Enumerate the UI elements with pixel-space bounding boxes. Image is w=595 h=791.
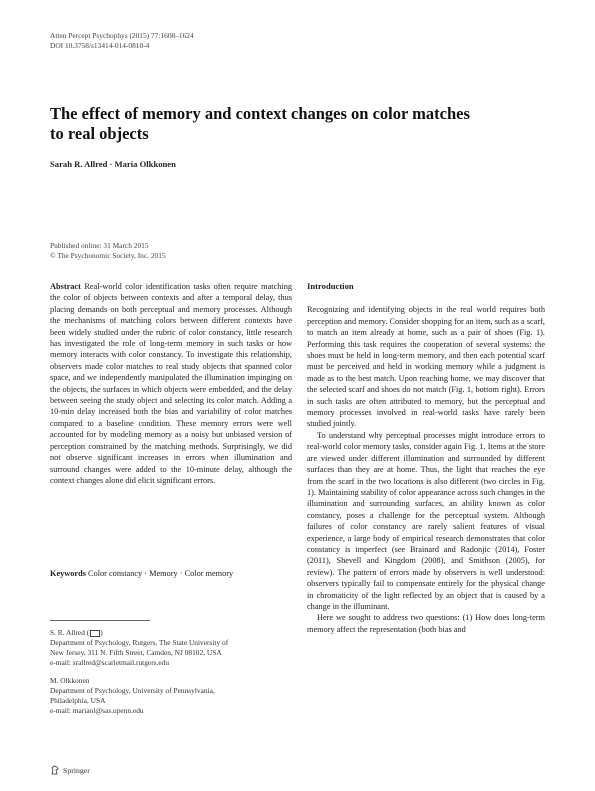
publisher-footer [50, 765, 90, 775]
divider [50, 620, 150, 621]
journal-citation: Atten Percept Psychophys (2015) 77:1608–1624 [50, 31, 194, 40]
paragraph: Recognizing and identifying objects in the real world requires both perception and memory. Consider shopping for an item, such as a scarf, to match an item already at home, such as a pair of shoes (Fig. 1). Performing this task requires the cooperation of several systems: the shoes must be held in long-term memory, and then each potential scarf must be perceived and held in working memory while a judgment is made as to the best match. Upon reaching home, we may discover that the selected scarf and shoes do not match (Fig. 1, bottom right). Errors in such tasks are often attributed to memory, but the perceptual and memory processes involved in real-world tasks have rarely been studied jointly. [307, 305, 545, 429]
affiliation-name: M. Olkkonen [50, 676, 90, 685]
affiliation-name: S. R. Allred [50, 628, 85, 637]
abstract-section [50, 281, 292, 486]
abstract-label: Abstract [50, 282, 81, 291]
keywords-text: Color constancy · Memory · Color memory [88, 569, 234, 578]
keywords-section [50, 568, 292, 579]
doi: DOI 10.3758/s13414-014-0810-4 [50, 41, 150, 50]
author-list: Sarah R. Allred · Maria Olkkonen [50, 159, 176, 169]
paragraph: Here we sought to address two questions: (1) How does long-term memory affect the representation (both bias and [307, 613, 545, 634]
affiliation-allred: S. R. Allred ( ) Department of Psychology, Rutgers, The State University of New Jersey, 311 N. Fifth Street, Camden, NJ 08102, USA e-mail: srallred@scarletmail.rutgers.edu [50, 628, 229, 667]
published-online: Published online: 31 March 2015 [50, 241, 149, 250]
introduction-section [307, 281, 545, 635]
email-link[interactable]: e-mail: srallred@scarletmail.rutgers.edu [50, 658, 170, 667]
affiliation-line: Philadelphia, USA [50, 696, 106, 705]
affiliation-line: New Jersey, 311 N. Fifth Street, Camden, NJ 08102, USA [50, 648, 222, 657]
springer-horse-icon [50, 765, 60, 775]
publisher-name: Springer [63, 765, 90, 775]
keywords-label: Keywords [50, 569, 86, 578]
running-header [50, 31, 194, 51]
section-heading: Introduction [307, 281, 354, 291]
affiliation-line: Department of Psychology, Rutgers, The State University of [50, 638, 229, 647]
affiliation-line: Department of Psychology, University of Pennsylvania, [50, 686, 215, 695]
affiliation-olkkonen [50, 676, 215, 716]
paper-title: The effect of memory and context changes on color matches to real objects [50, 104, 470, 143]
paragraph: To understand why perceptual processes might introduce errors to real-world color memory tasks, consider again Fig. 1. Items at the store are viewed under different illumination and surrounded by different surfaces than they are at home. Thus, the light that reaches the eye from the scarf in the two locations is also different (two circles in Fig. 1). Maintaining stability of color appearance across such changes in the illumination and surrounding surfaces, an ability known as color constancy, poses a challenge for the perceptual system. Although failures of color constancy are rarely salient features of visual experience, a large body of empirical research demonstrates that color constancy is imperfect (see Brainard and Radonjic (2014), Foster (2011), Shevell and Kingdom (2008), and Smithson (2005), for review). The pattern of errors made by observers is well understood: observers typically fail to compensate entirely for the physical change in chromaticity of the light reflected by an object that is caused by a change in the illuminant. [307, 430, 545, 611]
abstract-text: Real-world color identification tasks often require matching the color of objects between contexts and after a temporal delay, thus placing demands on both perceptual and memory processes. Although the mechanisms of matching colors between different contexts have been widely studied under the rubric of color constancy, little research has investigated the role of long-term memory in such tasks or how memory interacts with color constancy. To investigate this relationship, observers made color matches to real study objects that spanned color space, and we independently manipulated the illumination impinging on the objects, the surfaces in which objects were embedded, and the delay between seeing the study object and selecting its color match. Adding a 10-min delay increased both the bias and variability of color matches compared to a baseline condition. These memory errors were well accounted for by modeling memory as a noisy but unbiased version of perception constrained by the matching methods. Surprisingly, we did not observe significant increases in errors when illumination and surround changes were added to the 10-minute delay, although the context changes alone did elicit significant errors. [50, 282, 293, 485]
email-link[interactable]: e-mail: mariaol@sas.upenn.edu [50, 706, 144, 715]
envelope-icon [90, 630, 100, 637]
copyright: © The Psychonomic Society, Inc. 2015 [50, 251, 166, 260]
publication-info [50, 241, 166, 261]
